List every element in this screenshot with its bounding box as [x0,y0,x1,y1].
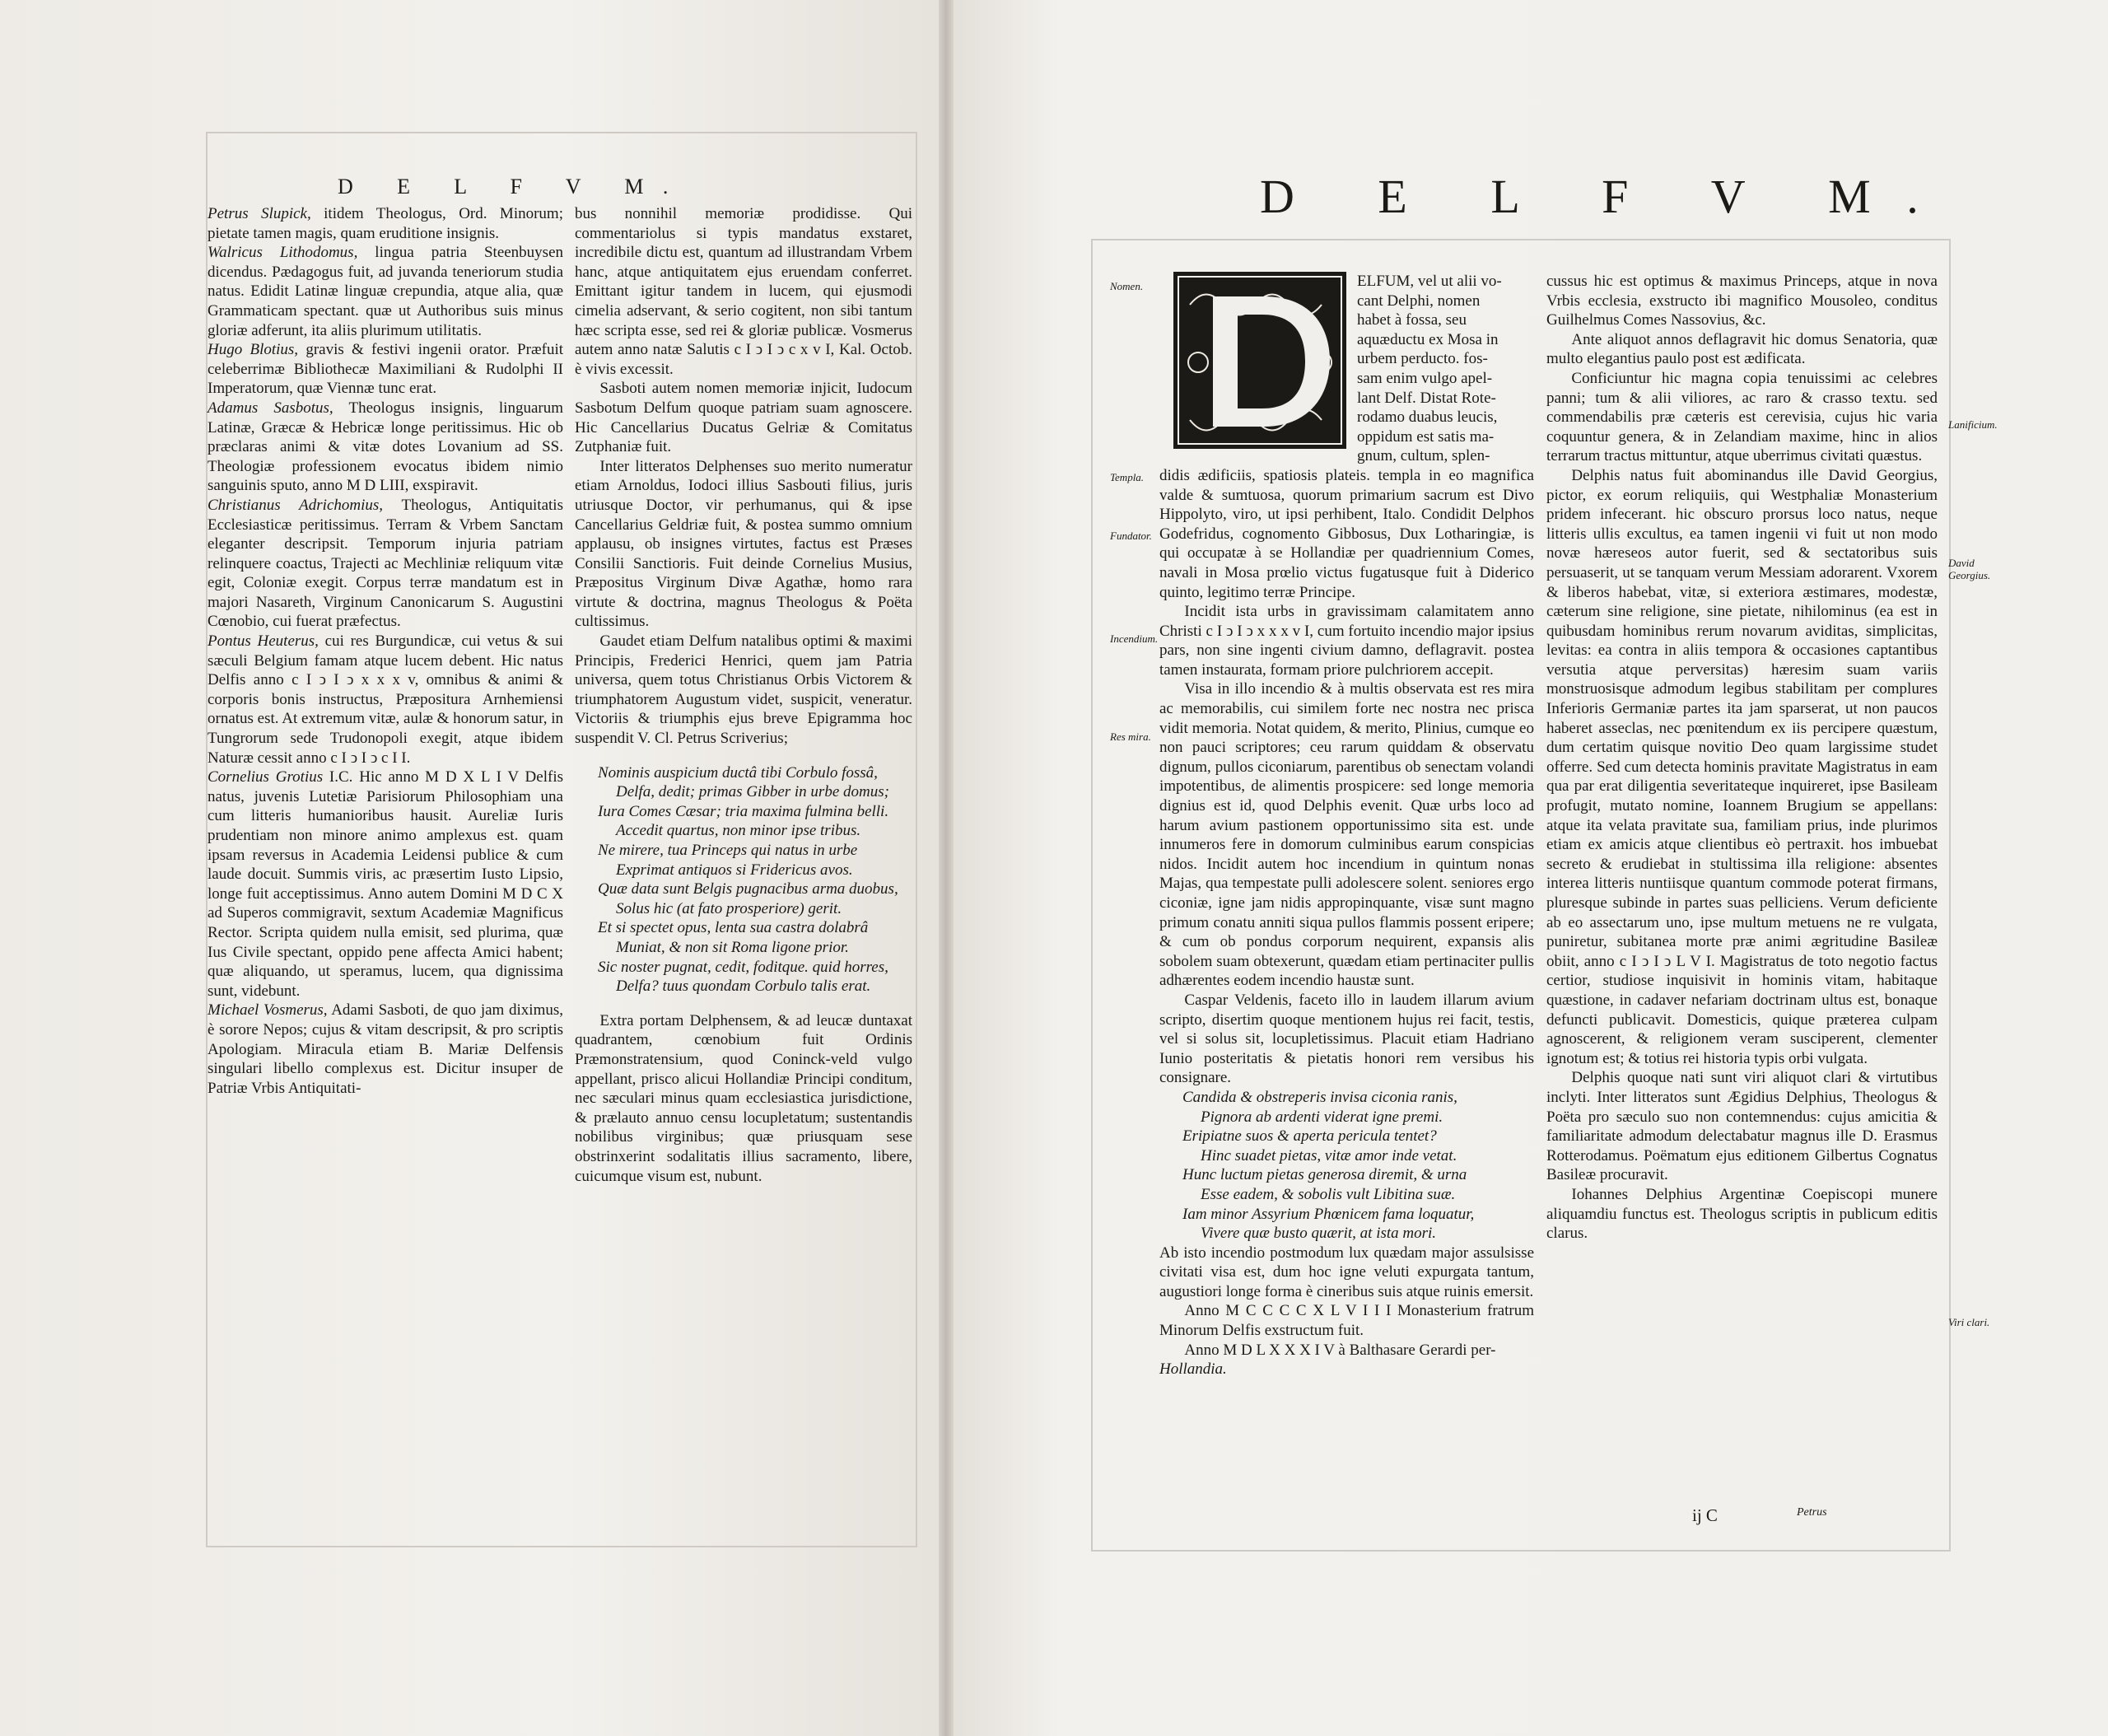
right-column-2 [1546,272,1938,1244]
right-column-1 [1159,272,1534,1379]
margin-note: Incendium. [1110,632,1159,645]
center-fold [939,0,954,1736]
left-column-2 [575,204,912,1186]
paragraph: Visa in illo incendio & à multis observata est res mira ac memorabilis, cui similem forte nec nostra nec prisca vidit memoria. Notat quidem, & merito, Plinius, cumque eo non pauci scriptores; ceu rarum quiddam & observatu dignum, pullos ciconiarum, parentibus ob senectam volandi impotentibus, de alimentis prospicere: sed longe memoria dignius est id, quod Delphis evenit. Quæ urbs loco ad harum avium pastionem opportunissimo sita est. unde innumeros fere in domorum culminibus earum conspicias nidos. Incidit autem hoc incendium in quintum nonas Majas, qua tempestate pulli adolescere solent. seniores ergo ciconiæ, igne jam nidis appropinquante, visæ sunt magno primum conatu anniti siqua pullos flammis possent eripere; & cum ob pondus corporum nequirent, expansis alis sobolem suam obtexerunt, quædam etiam pertinaciter pullis adhærentes eodem incendio haustæ sunt. [1159,680,1534,990]
bio-entry: Petrus Slupick, itidem Theologus, Ord. Minorum; pietate tamen magis, quam eruditione insignis. [208,205,563,242]
margin-note: Fundator. [1110,530,1152,542]
paragraph: Extra portam Delphensem, & ad leucæ duntaxat quadrantem, cœnobium fuit Ordinis Præmonstratensium, quod Coninck-veld vulgo appellant, prisco alicui Hollandiæ Principi conditum, nec sæculari minus quam ecclesiastica jurisdictione, & prælauto annuo censu locupletatum; sustentandis nobilibus virginibus; quæ priusquam sese obstrinxerint sodalitatis illius sacramento, libere, cuicumque visum est, nubunt. [575,1011,912,1185]
running-head-left: D E L F V M. [338,175,688,198]
epigram-verse: Nominis auspicium ductâ tibi Corbulo fossâ, Delfa, dedit; primas Gibber in urbe domus; Iura Comes Cæsar; tria maxima fulmina belli. Accedit quartus, non minor ipse tribus. Ne mirere, tua Princeps qui natus in urbe Exprimat antiquos si Fridericus avos. Quæ data sunt Belgis pugnacibus arma duobus, Solus hic (at fato prosperiore) gerit. Et si spectet opus, lenta sua castra dolabrâ Muniat, & non sit Roma ligone prior. Sic noster pugnat, cedit, foditque. quid horres, Delfa? tuus quondam Corbulo talis erat. [598,763,898,996]
bio-entry: Adamus Sasbotus, Theologus insignis, linguarum Latinæ, Græcæ & Hebricæ longe peritissimus. Hic ob præclaras animi & vitæ dotes Lovanium ad SS. Theologiæ professionem evocatus ibidem nimio sanguinis sputo, anno M D LIII, exspiravit. [208,399,563,495]
running-head-right: D E L F V M. [1260,170,1955,223]
poem-verse: Candida & obstreperis invisa ciconia ranis, Pignora ab ardenti viderat igne premi. Eripiatne suos & aperta pericula tentet? Hinc suadet pietas, vitæ amor inde vetat. Hunc luctum pietas generosa diremit, & urna Esse eadem, & sobolis vult Libitina suæ. Iam minor Assyrium Phœnicem fama loquatur, Vivere quæ busto quærit, at ista mori. [1182,1088,1475,1243]
signature-mark: ij C [1692,1505,1718,1525]
paragraph: Anno M D L X X X I V à Balthasare Gerardi per- [1184,1341,1496,1359]
bio-entry: Christianus Adrichomius, Theologus, Antiquitatis Ecclesiasticæ peritissimus. Terram & Vrbem Sanctam eleganter descripsit. Temporum injuria patriam relinquere coactus, Trajecti ac Mechliniæ reliquum vitæ egit, Coloniæ exegit. Corpus terræ mandatum est in majori Nasareth, Virginum Canonicarum S. Augustini Cœnobio, cui fuerat præfectus. [208,496,563,631]
bio-entry: Hugo Blotius, gravis & festivi ingenii orator. Præfuit celeberrimæ Bibliothecæ Maximiliani & Rudolphi II Imperatorum, quæ Viennæ tunc erat. [208,341,564,398]
initial-adjacent-lines: ELFUM, vel ut alii vo- cant Delphi, nomen habet à fossa, seu aquæductu ex Mosa in urbem perducto. fos- sam enim vulgo apel- lant Delf. Distat Rote- rodamo duabus leucis, oppidum est satis ma- gnum, cultum, splen- [1357,273,1502,465]
bio-entry: Pontus Heuterus, cui res Burgundicæ, cui vetus & sui sæculi Belgium famam atque lucem debent. Hic natus Delfis anno c I ↄ I ↄ x x x v, omnibus & animi & corporis bonis instructus, Præpositura Arnhemiensi ornatus est. At extremum vitæ, aulæ & honorum satur, in Tungrorum sede Trudonopoli exegit, atque ibidem Naturæ cessit anno c I ↄ I ↄ c I I. [208,632,563,767]
margin-note: Nomen. [1110,280,1144,292]
paragraph: Delphis natus fuit abominandus ille David Georgius, pictor, ex eorum reliquiis, qui Westphaliæ Monasterium pridem infecerant. hic obscuro prorsus loco natus, neque litteris ullis excultus, ea tamen ingenii vi fuit ut non modo novæ hæreseos autor fuerit, sed & sectatoribus suis persuaserit, ut se tanquam verum Messiam adorarent. Vxorem & liberos habebat, vitæ, si exteriora æstimares, modestæ, cæterum sine religione, sine pietate, nihilominus (ea est in quibusdam hominibus rerum novarum aviditas, simplicitas, levitas: ea contra in aliis tempora & occasiones captantibus versutia atque perversitas) hæresim suam variis monstruosisque admodum legibus stabilitam per complures Inferioris Germaniæ partes ita jam sparserat, ut non paucos haberet asseclas, nec pœnitendum ex iis percipere quæstum, dum certatim quisque novitio Deo quam largissime studet offerre. Sed cum detecta hominis pravitate Magistratus in eam qua par erat diligentia severitateque inquireret, ipse Basileam profugit, mutato nomine, Ioannem Brugium se appellans: atque ita velata pravitate sua, familiam prius, inde plurimos etiam ex amicis atque clientibus eò pertraxit. hos imbuebat secreto & erudiebat in stultissima illa religione: absentes interea litteris nuntiisque quantum commode poterat firmans, pluresque subinde in partes suas pelliciens. Verum deficiente ab eo assectarum uno, ipse multum metuens ne re vulgata, puniretur, subitanea morte præ animi ægritudine Basileæ obiit, anno c I ↄ I ↄ L V I. Magistratus de toto negotio factus certior, studiose inquisivit in hominis vitam, habitaque quæstione, in cadaver nefariam doctrinam ultus est, bonaque defuncti publicavit. Domesticis, quique præterea culpam agnoscerent, & religionem veram susciperent, clementer ignotum est; & totius rei historia typis orbi vulgata. [1546,466,1938,1067]
margin-note: Lanificium. [1948,418,1998,431]
paragraph: Conficiuntur hic magna copia tenuissimi ac celebres panni; tum & alii viliores, ac raro & crasso textu. sed commendabilis præ cæteris est cerevisia, cujus hic varia coquuntur genera, & in Zelandiam maxime, hinc in alios terrarum tractus mittuntur, atque uberrimus civitati quæstus. [1546,369,1938,465]
paragraph: Delphis quoque nati sunt viri aliquot clari & virtutibus inclyti. Inter litteratos sunt Ægidius Delphius, Theologus & Poëta pro sæculo suo non contemnendus: cujus amicitia & familiaritate admodum delectabatur magnus ille D. Erasmus Rotterodamus. Poëmatum ejus editionem Gilbertus Cognatus Basileæ procuravit. [1546,1069,1938,1184]
margin-note: Res mira. [1110,730,1151,743]
paragraph: Inter litteratos Delphenses suo merito numeratur etiam Arnoldus, Iodoci illius Sasbouti filius, juris utriusque Doctor, vir perhumanus, qui & ipse Cancellarius Geldriæ fuit, & postea summo omnium applausu, ob insignes virtutes, factus est Præses Consilii Sanctioris. Fuit deinde Cornelius Musius, Præpositus Virginum Divæ Agathæ, homo rara virtute & doctrina, magnus Theologus & Poëta cultissimus. [575,457,912,631]
paragraph: Iohannes Delphius Argentinæ Coepiscopi munere aliquamdiu functus est. Theologus scriptis in publicum editis clarus. [1546,1185,1938,1243]
bio-entry: Michael Vosmerus, Adami Sasboti, de quo jam diximus, è sorore Nepos; cujus & vitam descripsit, & pro scriptis Apologiam. Miracula etiam B. Mariæ Delfensis singulari libello complexus est. Dicitur insuper de Patriæ Vrbis Antiquitati- [208,1001,564,1097]
margin-note: David Georgius. [1948,557,1991,581]
paragraph: didis ædificiis, spatiosis plateis. templa in eo magnifica valde & sumtuosa, quorum primarium sacrum est Divo Hippolyto, viro, ut ipsi perhibent, Italo. Condidit Delphos Godefridus, cognomento Gibbosus, Dux Lotharingiæ, is qui occupatæ à se Hollandiæ per quadriennium Comes, navali in Mosa prœlio victus fugatusque fuit à Diderico quinto, legitimo terræ Principe. [1159,466,1534,601]
bio-entry: Walricus Lithodomus, lingua patria Steenbuysen dicendus. Pædagogus fuit, ad juvanda teneriorum studia natus. Edidit Latinæ linguæ crepundia, atque alia, quæ Grammaticam spectant. quæ ut Authoribus suis minus gloriæ adferunt, ita aliis plurimum utilitatis. [208,244,564,339]
margin-note: Viri clari. [1948,1316,1990,1328]
paragraph: Ab isto incendio postmodum lux quædam major assulsisse civitati visa est, dum hoc igne veluti expurgata tantum, augustiori longe forma è cineribus suis atque ruinis emersit. [1159,1244,1534,1300]
bio-entry: Cornelius Grotius I.C. Hic anno M D X L I V Delfis natus, juvenis Lutetiæ Parisiorum Philosophiam una cum litteris humanioribus hausit. Aureliæ Iuris prudentiam non minore animo amplexus est. quam ipsam reversus in Academia Leidensi publice & cum laude docuit. Summis viris, ac præsertim Iusto Lipsio, longe fuit acceptissimus. Anno autem Domini M D C X ad Superos commigravit, sextum Academiæ Magnificus Rector. Scripta quidem nulla emisit, sed plurima, quæ Ius Civile spectant, oppido pene affecta Amici habent; quæ aliquando, ut speramus, lucem, qua dignissima sunt, videbunt. [208,768,563,1000]
paragraph: Hollandia. [1159,1360,1227,1379]
paragraph: bus nonnihil memoriæ prodidisse. Qui commentariolus si typis mandatus exstaret, incredibile dictu est, quantum ad illustrandam Vrbem hanc, atque antiquitatem ejus eruendam conferret. Emittant igitur tandem in lucem, qui ejusmodi cimelia adservant, & serio cogitent, non sibi tantum hæc scripta esse, sed rei & gloriæ publicæ. Vosmerus autem anno natæ Salutis c I ↄ I ↄ c x v I, Kal. Octob. è vivis excessit. [575,205,912,378]
paragraph: Ante aliquot annos deflagravit hic domus Senatoria, quæ multo elegantius paulo post est ædificata. [1546,330,1938,368]
margin-note: Templa. [1110,471,1145,483]
paragraph: cussus hic est optimus & maximus Princeps, atque in nova Vrbis ecclesia, exstructo ibi magnifico Mousoleo, conditus Guilhelmus Comes Nassovius, &c. [1546,273,1938,329]
paragraph: Gaudet etiam Delfum natalibus optimi & maximi Principis, Frederici Henrici, quem jam Patria universa, quem totus Christianus Orbis Victorem & triumphatorem Augustum videt, suspicit, veneratur. Victoriis & triumphis ejus breve Epigramma hoc suspendit V. Cl. Petrus Scriverius; [575,632,912,748]
paragraph: Caspar Veldenis, faceto illo in laudem illarum avium scripto, disertim quoque mentionem hujus rei facit, testis, vel si solus sit, locupletissimus. Placuit etiam Hadriano Iunio posteritatis & pietatis honori rem versibus his consignare. [1159,991,1534,1087]
paragraph: Anno M C C C C X L V I I I Monasterium fratrum Minorum Delfis exstructum fuit. [1159,1302,1534,1340]
left-column-1 [208,204,563,1098]
catchword: Petrus [1797,1506,1827,1519]
paragraph: Incidit ista urbs in gravissimam calamitatem anno Christi c I ↄ I ↄ x x x v I, cum fortuito incendio major ipsius pars, non sine ingenti civium damno, deflagravit. postea tamen instaurata, formam priore pulchriorem accepit. [1159,603,1534,679]
paragraph: Sasboti autem nomen memoriæ injicit, Iudocum Sasbotum Delfum quoque patriam suam agnoscere. Hic Cancellarius Ducatus Gelriæ & Comitatus Zutphaniæ fuit. [575,380,912,456]
